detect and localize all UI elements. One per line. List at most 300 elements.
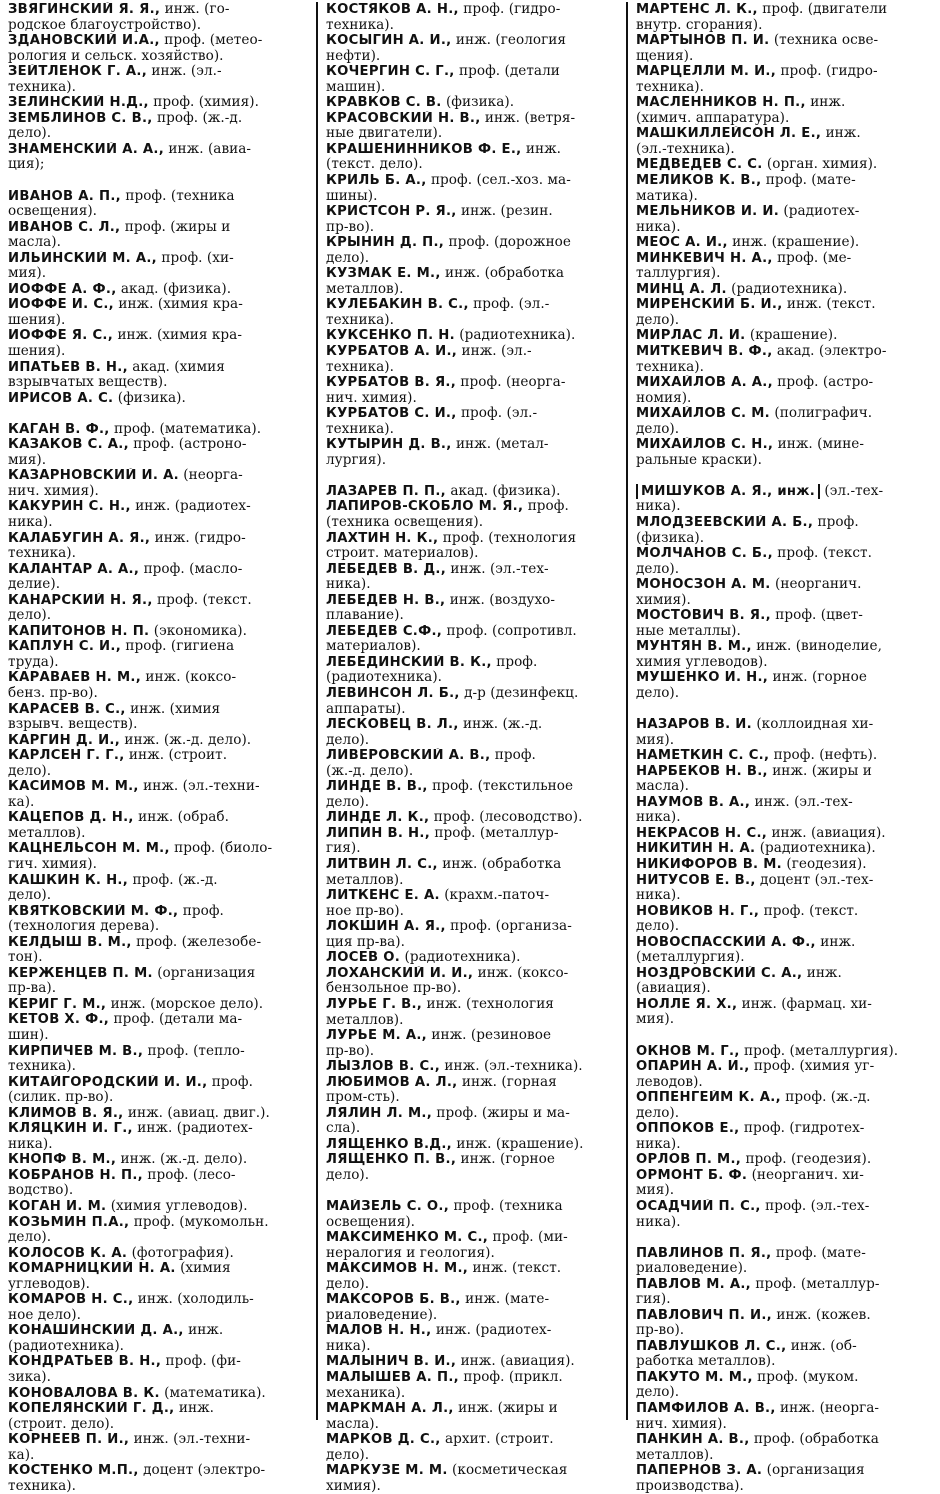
entry-detail: гия). — [636, 1292, 671, 1308]
entry-detail: доцент (эл.-тех- — [760, 872, 874, 888]
entry-name: ЛЕБЕДИНСКИЙ В. К., — [326, 654, 492, 670]
entry-detail: дело). — [8, 763, 52, 779]
index-entry — [326, 1292, 620, 1323]
entry-detail: аппараты). — [326, 701, 406, 717]
entry-detail: проф. (математика). — [113, 421, 262, 437]
entry-detail: (металлургия). — [636, 950, 745, 966]
index-entry — [636, 873, 930, 904]
index-entry — [326, 997, 620, 1028]
index-entry — [326, 624, 620, 655]
entry-detail: проф. (металлур- — [755, 1276, 880, 1292]
entry-name: НАМЕТКИН С. С., — [636, 748, 770, 764]
entry-detail: масла). — [8, 235, 62, 251]
entry-detail: инж. (текст. — [786, 297, 876, 313]
entry-detail: (физика). — [445, 95, 515, 111]
index-entry — [8, 810, 310, 841]
entry-detail: дело). — [636, 919, 680, 935]
entry-name: КЕРИГ Г. М., — [8, 996, 107, 1012]
entry-detail: инж. (горное — [772, 670, 867, 686]
entry-detail: (фотография). — [131, 1245, 234, 1261]
index-entry — [326, 95, 620, 111]
entry-detail: (химич. аппаратура). — [636, 110, 790, 126]
entry-name: КОСЫГИН А. И., — [326, 33, 452, 49]
entry-detail: масла). — [636, 779, 690, 795]
entry-name: ОРМОНТ Б. Ф. — [636, 1167, 748, 1183]
entry-detail: инж. (ветря- — [484, 110, 576, 126]
entry-detail: ника). — [326, 577, 371, 593]
index-entry — [8, 1012, 310, 1043]
entry-detail: инж. (обработка — [442, 857, 562, 873]
entry-name: КАРГИН Д. И., — [8, 732, 121, 748]
entry-name: КЕРЖЕНЦЕВ П. М. — [8, 965, 153, 981]
entry-name: КЛИМОВ В. Я., — [8, 1105, 124, 1121]
entry-name: МИШУКОВ А. Я., инж. — [636, 484, 820, 500]
index-entry — [636, 639, 930, 670]
index-entry — [8, 1246, 310, 1262]
index-entry — [636, 173, 930, 204]
entry-name: НОЛЛЕ Я. Х., — [636, 996, 738, 1012]
entry-detail: дело). — [636, 561, 680, 577]
index-entry — [636, 717, 930, 748]
entry-detail: проф. (гидро- — [463, 2, 561, 17]
entry-detail: лургия). — [326, 452, 387, 468]
entry-detail: инж. — [188, 1323, 224, 1339]
index-entry — [636, 1059, 930, 1090]
entry-detail: внутр. сгорания). — [636, 17, 763, 33]
entry-name: ЛЕБЕДЕВ С.Ф., — [326, 623, 443, 639]
entry-detail: проф. (ме- — [777, 250, 852, 266]
entry-detail: водство). — [8, 1183, 74, 1199]
entry-detail: проф. (биоло- — [174, 841, 273, 857]
entry-detail: инж. (фармац. хи- — [741, 996, 872, 1012]
entry-detail: ное пр-во). — [326, 903, 404, 919]
entry-name: КАПИТОНОВ Н. П. — [8, 623, 150, 639]
entry-detail: инж. (кожев. — [776, 1307, 871, 1323]
entry-detail: (строит. дело). — [8, 1416, 115, 1432]
entry-detail: нич. химия). — [636, 1416, 727, 1432]
entry-detail: (авиация). — [636, 981, 711, 997]
index-entry — [8, 1215, 310, 1246]
entry-name: КРАШЕНИННИКОВ Ф. Е., — [326, 141, 522, 157]
entry-detail: техника). — [8, 1059, 77, 1075]
entry-name: МАРТЫНОВ П. И. — [636, 33, 770, 49]
entry-detail: инж. (ж.-д. — [463, 717, 543, 733]
entry-detail: проф. (металлур- — [434, 825, 559, 841]
entry-detail: (радиотехника). — [731, 281, 848, 297]
index-entry — [636, 437, 930, 468]
entry-name: КУЗМАК Е. М., — [326, 266, 441, 282]
entry-detail: (физика). — [117, 390, 186, 406]
index-entry — [326, 748, 620, 779]
entry-name: КОМАРОВ Н. С., — [8, 1292, 134, 1308]
index-entry — [326, 810, 620, 826]
entry-name: ЛАХТИН Н. К., — [326, 530, 439, 546]
entry-detail: проф. (гигиена — [125, 639, 235, 655]
entry-detail: проф. (мате- — [765, 173, 856, 189]
index-entry — [636, 1308, 930, 1339]
entry-name: КАПЛУН С. И., — [8, 639, 122, 655]
index-entry — [636, 826, 930, 842]
entry-detail: дело). — [636, 421, 680, 437]
index-entry — [8, 1386, 310, 1402]
entry-name: ОППОКОВ Е., — [636, 1121, 740, 1137]
entry-detail: строит. материалов). — [326, 546, 479, 562]
index-entry — [326, 1106, 620, 1137]
entry-detail: акад. (физика). — [450, 483, 561, 499]
entry-detail: инж. (резиновое — [431, 1028, 552, 1044]
entry-name: МЛОДЗЕЕВСКИЙ А. Б., — [636, 515, 814, 530]
entry-name: НИТУСОВ Е. В., — [636, 872, 756, 888]
entry-detail: матика). — [636, 188, 698, 204]
entry-name: ЛЕВИНСОН Л. Б., — [326, 686, 460, 702]
index-entry — [8, 189, 310, 220]
index-entry — [8, 251, 310, 282]
entry-detail: (крахм.-паточ- — [444, 888, 550, 904]
entry-detail: (физика). — [636, 530, 705, 546]
entry-name: МЕЛЬНИКОВ И. И. — [636, 204, 780, 220]
index-entry — [636, 1090, 930, 1121]
entry-name: КУРБАТОВ В. Я., — [326, 375, 457, 391]
index-entry — [636, 1199, 930, 1230]
entry-detail: проф. (сел.-хоз. ма- — [430, 173, 571, 189]
index-entry — [8, 468, 310, 499]
entry-detail: инж. (технология — [426, 996, 554, 1012]
entry-detail: металлов). — [326, 1012, 404, 1028]
index-entry — [8, 437, 310, 468]
entry-detail: щения). — [636, 48, 694, 64]
entry-detail: ральные краски). — [636, 452, 762, 468]
entry-detail: пром-сть). — [326, 1090, 400, 1106]
entry-detail: шения). — [8, 312, 66, 328]
entry-name: ИПАТЬЕВ В. Н., — [8, 359, 128, 375]
entry-name: НИКИТИН Н. А. — [636, 841, 756, 857]
entry-detail: инж. (обработка — [445, 266, 565, 282]
entry-name: ИВАНОВ А. П., — [8, 188, 121, 204]
entry-detail: взрывчатых веществ). — [8, 375, 168, 391]
entry-name: КЛЯЦКИН И. Г., — [8, 1121, 133, 1137]
entry-detail: техника). — [636, 79, 705, 95]
entry-detail: проф. (ж.-д. — [785, 1090, 871, 1106]
entry-detail: техника). — [326, 421, 395, 437]
entry-detail: инж. (эл.-тех- — [754, 794, 853, 810]
entry-detail: пр-ва). — [8, 981, 57, 997]
index-entry — [326, 1323, 620, 1354]
entry-detail: масла). — [326, 1416, 380, 1432]
index-entry — [326, 1401, 620, 1432]
entry-detail: проф. (текстильное — [432, 779, 574, 795]
index-entry — [8, 935, 310, 966]
entry-detail: дело). — [8, 608, 52, 624]
entry-name: КУРБАТОВ А. И., — [326, 344, 458, 360]
index-entry — [8, 904, 310, 935]
entry-detail: химия). — [636, 592, 691, 608]
entry-detail: проф. (текст. — [777, 546, 872, 562]
index-entry — [326, 1354, 620, 1370]
entry-detail: инж. (ж.-д. дело). — [124, 732, 252, 748]
index-entry — [8, 1261, 310, 1292]
entry-detail: инж. (обраб. — [138, 810, 229, 826]
entry-detail: проф. — [494, 748, 536, 764]
entry-name: ЛАПИРОВ-СКОБЛО М. Я., — [326, 499, 524, 515]
entry-name: ПАКУТО М. М., — [636, 1369, 753, 1385]
entry-name: НОВОСПАССКИЙ А. Ф., — [636, 934, 816, 950]
entry-name: МАРЦЕЛЛИ М. И., — [636, 64, 777, 80]
entry-detail: инж. (коксо- — [477, 965, 569, 981]
index-entry — [8, 220, 310, 251]
entry-name: КЕЛДЫШ В. М., — [8, 934, 132, 950]
entry-detail: проф. (ж.-д. — [132, 872, 218, 888]
entry-detail: металлов). — [326, 281, 404, 297]
entry-detail: инж. — [810, 95, 846, 111]
entry-detail: инж. — [525, 141, 562, 157]
entry-name: ЛУРЬЕ Г. В., — [326, 996, 423, 1012]
entry-name: КАЗАКОВ С. А., — [8, 437, 129, 453]
entry-detail: инж. (эл.-техни- — [143, 779, 260, 795]
entry-detail: дело). — [326, 794, 370, 810]
entry-detail: ника). — [8, 514, 53, 530]
entry-name: КАРЛСЕН Г. Г., — [8, 748, 125, 764]
entry-detail: (неорганич. — [774, 577, 862, 593]
entry-name: КРАВКОВ С. В. — [326, 95, 442, 111]
entry-name: ЗВЯГИНСКИЙ Я. Я., — [8, 2, 161, 17]
index-entry — [636, 1121, 930, 1152]
entry-name: КОЗЬМИН П.А., — [8, 1214, 130, 1230]
entry-detail: мия). — [8, 266, 47, 282]
index-entry — [8, 748, 310, 779]
index-entry — [326, 919, 620, 950]
index-entry — [326, 1137, 620, 1153]
entry-detail: гич. химия). — [8, 856, 97, 872]
entry-detail: проф. (неорга- — [460, 375, 566, 391]
entry-name: МИРЕНСКИЙ Б. И., — [636, 297, 783, 313]
entry-detail: таллургия). — [636, 266, 721, 282]
entry-name: КАШКИН К. Н., — [8, 872, 129, 888]
entry-detail: (технология дерева). — [8, 919, 160, 935]
entry-detail: родское благоустройство). — [8, 17, 202, 33]
entry-name: МАСЛЕННИКОВ Н. П., — [636, 95, 806, 111]
entry-detail: (радиотехника). — [326, 670, 443, 686]
index-entry — [326, 173, 620, 204]
index-entry — [636, 1401, 930, 1432]
entry-detail: мия). — [8, 452, 47, 468]
index-entry — [636, 406, 930, 437]
entry-name: НОВИКОВ Н. Г., — [636, 903, 760, 919]
entry-detail: инж. (воздухо- — [449, 592, 556, 608]
entry-detail: риаловедение). — [636, 1261, 748, 1277]
entry-name: ПАВЛОВИЧ П. И., — [636, 1307, 772, 1323]
entry-detail: инж. (горное — [460, 1152, 555, 1168]
entry-name: КАРАВАЕВ Н. М., — [8, 670, 142, 686]
index-entry — [8, 297, 310, 328]
entry-detail: металлов). — [8, 825, 86, 841]
entry-detail: проф. (ми- — [492, 1230, 568, 1246]
entry-name: ИРИСОВ А. С. — [8, 390, 114, 406]
entry-detail: мия). — [636, 732, 675, 748]
entry-detail: инж. (го- — [164, 2, 230, 17]
index-entry — [8, 1075, 310, 1106]
index-entry — [8, 733, 310, 749]
entry-detail: инж. (крашение). — [456, 1136, 584, 1152]
entry-detail: проф. (обработка — [753, 1432, 879, 1448]
entry-detail: инж. (мате- — [465, 1292, 550, 1308]
entry-detail: проф. (гидротех- — [743, 1121, 865, 1137]
entry-name: ЛЕСКОВЕЦ В. Л., — [326, 717, 459, 733]
entry-detail: мия). — [636, 1183, 675, 1199]
entry-name: ЛИВЕРОВСКИЙ А. В., — [326, 748, 491, 764]
index-entry — [326, 499, 620, 530]
entry-name: КУТЫРИН Д. В., — [326, 437, 452, 453]
entry-name: МИХАЙЛОВ А. А., — [636, 375, 773, 391]
index-entry — [636, 966, 930, 997]
entry-detail: бензольное пр-во). — [326, 981, 462, 997]
index-entry — [8, 841, 310, 872]
entry-detail: шин). — [8, 1028, 49, 1043]
index-entry — [8, 1401, 310, 1432]
entry-detail: (радиотехника). — [759, 841, 876, 857]
entry-detail: проф. (железобе- — [136, 934, 262, 950]
entry-name: ЛЯЩЕНКО В.Д., — [326, 1136, 452, 1152]
index-entry — [8, 593, 310, 624]
index-entry — [8, 328, 310, 359]
entry-detail: нич. химия). — [8, 483, 99, 499]
index-entry — [326, 888, 620, 919]
entry-detail: инж. (крашение). — [732, 235, 860, 251]
index-entry — [636, 251, 930, 282]
entry-detail: инж. (химия — [130, 701, 221, 717]
index-entry — [636, 282, 930, 298]
entry-detail: техника). — [326, 17, 395, 33]
entry-detail: акад. (химия — [132, 359, 225, 375]
entry-name: КАЛАБУГИН А. Я., — [8, 530, 151, 546]
index-entry — [326, 686, 620, 717]
index-entry — [326, 297, 620, 328]
entry-detail: риаловедение). — [326, 1307, 438, 1323]
entry-detail: инж. — [820, 934, 856, 950]
index-entry — [326, 437, 620, 468]
entry-detail: ка). — [8, 794, 35, 810]
entry-detail: проф. (фи- — [165, 1354, 241, 1370]
entry-detail: проф. (лесоводство). — [433, 810, 583, 826]
index-entry — [636, 95, 930, 126]
index-entry — [8, 1121, 310, 1152]
entry-detail: дело). — [636, 1105, 680, 1121]
entry-detail: инж. (геология — [455, 33, 567, 49]
column-1 — [6, 2, 316, 1494]
index-entry — [636, 904, 930, 935]
entry-detail: техника). — [8, 79, 77, 95]
entry-detail: инж. (авиац. двиг.). — [127, 1105, 270, 1121]
index-entry — [326, 484, 620, 500]
entry-detail: проф. (химия уг- — [753, 1059, 875, 1075]
entry-detail: архит. (строит. — [444, 1432, 554, 1448]
entry-detail: проф. (организа- — [450, 919, 572, 935]
entry-detail: инж. (радиотех- — [137, 1121, 253, 1137]
entry-detail: проф. (мукомольн. — [133, 1214, 269, 1230]
index-entry — [326, 1028, 620, 1059]
entry-detail: труда). — [8, 654, 59, 670]
entry-detail: проф. (текст. — [157, 592, 252, 608]
entry-detail: (косметическая — [452, 1463, 568, 1479]
index-entry — [8, 1463, 310, 1494]
entry-detail: нич. химия). — [326, 390, 417, 406]
entry-detail: доцент (электро- — [143, 1463, 266, 1479]
index-entry — [326, 2, 620, 33]
entry-detail: инж. (мине- — [777, 437, 865, 453]
entry-name: МИНКЕВИЧ Н. А., — [636, 250, 773, 266]
entry-name: НОЗДРОВСКИЙ С. А., — [636, 965, 803, 981]
index-entry — [326, 344, 620, 375]
entry-name: МЕОС А. И., — [636, 235, 728, 251]
entry-name: КАСИМОВ М. М., — [8, 779, 139, 795]
index-entry — [636, 157, 930, 173]
entry-detail: проф. (тепло- — [147, 1043, 245, 1059]
entry-detail: проф. — [182, 903, 224, 919]
entry-detail: ника). — [636, 888, 681, 904]
entry-detail: инж. (коксо- — [145, 670, 237, 686]
entry-name: КАГАН В. Ф., — [8, 421, 110, 437]
index-entry — [636, 375, 930, 406]
index-entry — [8, 1292, 310, 1323]
entry-name: КАКУРИН С. Н., — [8, 499, 131, 515]
entry-detail: ника). — [636, 499, 681, 515]
entry-detail: ка). — [8, 1447, 35, 1463]
entry-name: ОРЛОВ П. М., — [636, 1152, 742, 1168]
entry-name: ОПАРИН А. И., — [636, 1059, 750, 1075]
entry-name: КОСТЕНКО М.П., — [8, 1463, 139, 1479]
entry-name: ЛИТКЕНС Е. А. — [326, 888, 440, 904]
index-entry — [326, 111, 620, 142]
entry-detail: шения). — [8, 343, 66, 359]
entry-detail: леводов). — [636, 1074, 703, 1090]
index-entry — [326, 1370, 620, 1401]
index-entry — [636, 764, 930, 795]
entry-detail: проф. (детали — [458, 64, 560, 80]
entry-name: ЛЮБИМОВ А. Л., — [326, 1074, 458, 1090]
index-entry — [326, 950, 620, 966]
entry-detail: проф. (техника — [125, 188, 235, 204]
entry-detail: освещения). — [8, 204, 98, 220]
index-entry — [8, 1152, 310, 1168]
entry-name: ЗНАМЕНСКИЙ А. А., — [8, 141, 165, 157]
index-entry — [8, 1044, 310, 1075]
entry-name: МАРКОВ Д. С., — [326, 1432, 441, 1448]
entry-detail: ника). — [326, 1338, 371, 1354]
entry-detail: (эл.-тех- — [824, 483, 884, 499]
entry-detail: машин). — [326, 79, 386, 95]
entry-detail: (крашение). — [749, 328, 838, 344]
entry-detail: (математика). — [164, 1385, 266, 1401]
entry-detail: инж. (эл.- — [151, 64, 222, 80]
entry-detail: проф. (эл.- — [460, 406, 538, 422]
index-entry — [8, 639, 310, 670]
entry-name: КАЦНЕЛЬСОН М. М., — [8, 841, 170, 857]
entry-name: МОНОСЗОН А. М. — [636, 577, 771, 593]
index-entry — [636, 935, 930, 966]
entry-detail: проф. (химия). — [153, 95, 260, 111]
entry-detail: проф. (хи- — [161, 250, 234, 266]
entry-detail: проф. (эл.- — [473, 297, 550, 313]
entry-detail: ника). — [636, 1136, 681, 1152]
index-entry — [326, 717, 620, 748]
index-entry — [636, 795, 930, 826]
index-entry — [636, 1339, 930, 1370]
entry-detail: техника). — [326, 359, 395, 375]
entry-detail: зика). — [8, 1370, 51, 1386]
entry-detail: рология и сельск. хозяйство). — [8, 48, 224, 64]
index-entry — [326, 375, 620, 406]
index-entry — [8, 360, 310, 391]
entry-detail: проф. (жиры и ма- — [436, 1105, 570, 1121]
